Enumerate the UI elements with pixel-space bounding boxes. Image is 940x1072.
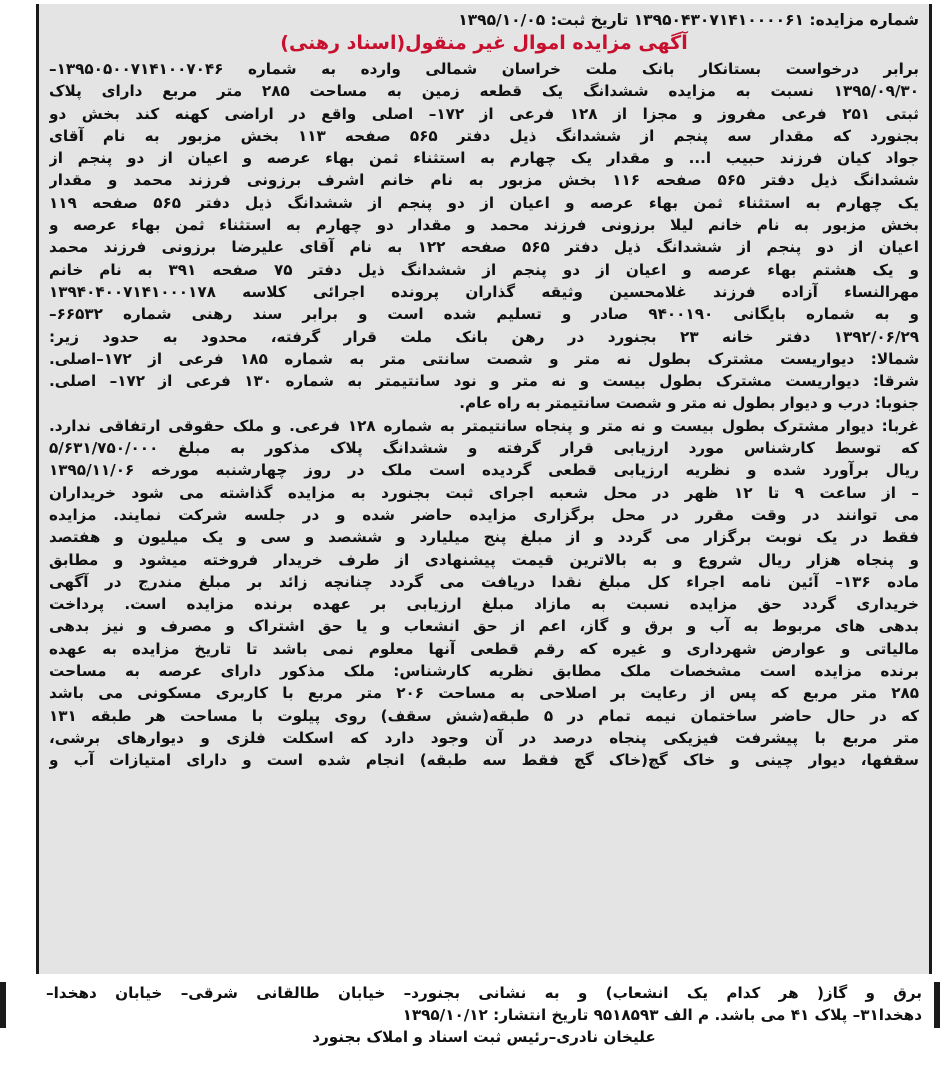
notice-body-line: ۱۳۹۵/۰۹/۳۰ نسبت به مزایده ششدانگ یک قطعه زمین به مساحت ۲۸۵ متر مربع دارای پلاک [49,82,919,101]
notice-body-line: – از ساعت ۹ تا ۱۲ ظهر در محل شعبه اجرای ثبت بجنورد به مزایده گذاشته می شود خریداران [49,483,919,502]
notice-body-line: خریداری گردد حق مزایده نسبت به مازاد مبلغ ارزیابی بر عهده برنده مزایده است. پرداخت [49,595,919,614]
notice-body-line: ریال برآورد شده و نظریه ارزیابی قطعی گردیده است ملک در روز چهارشنبه مورخه ۱۳۹۵/۱۱/۰۶ [49,461,919,480]
notice-body-line: که در حال حاضر ساختمان نیمه تمام در ۵ طبقه(شش سقف) روی پیلوت با مساحت هر طبقه ۱۳۱ [49,706,919,725]
notice-tail [36,982,932,1048]
notice-body-line: ماده ۱۳۶– آئین نامه اجراء کل مبلغ نقدا دریافت می گردد چنانچه زائد بر مبلغ مندرج در آگهی [49,572,919,591]
notice-body-line: مهرالنساء آزاده فرزند غلامحسین وثیقه گذاران پرونده اجرائی کلاسه ۱۳۹۴۰۴۰۰۷۱۴۱۰۰۰۱۷۸ [49,282,919,301]
notice-tail-line: برق و گاز( هر کدام یک انشعاب) و به نشانی بجنورد– خیابان طالقانی شرقی– خیابان دهخدا– [46,984,922,1002]
notice-body-line: اعیان از دو پنجم از ششدانگ ذیل دفتر ۵۶۵ صفحه ۱۲۲ به نام آقای علیرضا برزونی فرزند محمد [49,238,919,257]
notice-body-line: جنوبا: درب و دیوار بطول نه متر و شصت سانتیمتر به راه عام. [459,394,919,413]
notice-tail-line: دهخدا۳۱– پلاک ۴۱ می باشد. م الف ۹۵۱۸۵۹۳ تاریخ انتشار: ۱۳۹۵/۱۰/۱۲ [402,1006,922,1024]
notice-body-line: و یک هشتم بهاء عرصه و اعیان از دو پنجم از ششدانگ ذیل دفتر ۷۵ صفحه ۳۹۱ به نام خانم [49,260,919,279]
notice-body-line: برنده مزایده است مشخصات ملک مطابق نظریه کارشناس: ملک مذکور دارای عرصه به مساحت [49,662,919,681]
notice-title: آگهی مزایده اموال غیر منقول(اسناد رهنی) [280,32,688,54]
notice-body-line: برابر درخواست بستانکار بانک ملت خراسان شمالی وارده به شماره ۱۳۹۵۰۵۰۰۷۱۴۱۰۰۷۰۴۶– [49,60,919,78]
signature-line: علیخان نادری–رئیس ثبت اسناد و املاک بجنورد [312,1028,656,1046]
notice-body-line: شرقا: دیواریست مشترک بطول بیست و نه متر و نود سانتیمتر به شماره ۱۳۰ فرعی از ۱۷۲– اصلی. [49,372,919,391]
notice-body-line: و پنجاه هزار ریال شروع و به بالاترین قیمت پیشنهادی از طرف خریدار فروخته میشود و مطابق [49,550,919,569]
notice-body-line: متر مربع با پیشرفت فیزیکی پنجاه درصد در آن وجود دارد که اسکلت فلزی و دیوارهای برشی، [49,728,919,747]
notice-body-line: که توسط کارشناس مورد ارزیابی قرار گرفته و ششدانگ پلاک مذکور به مبلغ ۵/۶۳۱/۷۵۰/۰۰۰ [49,439,919,458]
auction-notice-clipping [36,4,932,974]
notice-body-line: جواد کیان فرزند حبیب ا... و مقدار یک چهارم به استثناء ثمن بهاء عرصه و اعیان از دو پنجم از [49,149,919,168]
notice-body-line: شمالا: دیواریست مشترک بطول نه متر و شصت سانتی متر به شماره ۱۸۵ فرعی از ۱۷۲–اصلی. [49,349,919,368]
notice-body [49,58,919,772]
notice-body-line: ۱۳۹۲/۰۶/۲۹ دفتر خانه ۲۳ بجنورد در رهن بانک ملت قرار گرفته، محدود به حدود زیر: [49,327,919,346]
notice-body-line: ششدانگ ذیل دفتر ۵۶۵ صفحه ۱۱۶ بخش مزبور به نام خانم اشرف برزونی فرزند محمد و مقدار [49,171,919,190]
notice-body-line: می توانند در وقت مقرر در محل برگزاری مزایده حاضر شده و در جلسه شرکت نمایند. مزایده [49,505,919,524]
notice-body-line: بخش مزبور به نام خانم لیلا برزونی فرزند محمد و مقدار دو چهارم به استثناء ثمن بهاء عرصه و [49,216,919,235]
notice-body-line: یک چهارم به استثناء ثمن بهاء عرصه و اعیان از دو پنجم از ششدانگ ذیل دفتر ۵۶۵ صفحه ۱۱۹ [49,193,919,212]
notice-body-line: بجنورد که مقدار سه پنجم از ششدانگ ذیل دفتر ۵۶۵ صفحه ۱۱۳ بخش مزبور به نام آقای [49,126,919,145]
notice-body-line: و به شماره بایگانی ۹۴۰۰۱۹۰ صادر و تسلیم شده است و برابر سند رهنی شماره ۶۶۵۳۲– [49,305,919,324]
auction-number-line: شماره مزایده: ۱۳۹۵۰۴۳۰۷۱۴۱۰۰۰۰۶۱ تاریخ ثبت: ۱۳۹۵/۱۰/۰۵ [458,11,919,29]
notice-body-line: بدهی های مربوط به آب و برق و گاز، اعم از حق انشعاب و یا حق اشتراک و مصرف و نیز بدهی [49,617,919,636]
notice-body-line: سقفها، دیوار چینی و خاک گچ(خاک گچ فقط سه طبقه) انجام شده است و دارای امتیازات آب و [49,751,919,770]
notice-body-line: ۲۸۵ متر مربع که پس از رعایت بر اصلاحی به مساحت ۲۰۶ متر مربع با کاربری مسکونی می باشد [49,684,919,703]
left-edge-mark [0,982,6,1028]
notice-body-line: ثبتی ۲۵۱ فرعی مفروز و مجزا از ۱۲۸ فرعی از ۱۷۲– اصلی واقع در اراضی کهنه کند بخش دو [49,104,919,123]
notice-body-line: مالیاتی و عوارض شهرداری و غیره که رقم قطعی آنها معلوم نمی باشد تا تاریخ مزایده به عهده [49,639,919,658]
notice-body-line: غربا: دیوار مشترک بطول بیست و نه متر و پنجاه سانتیمتر به شماره ۱۲۸ فرعی. و ملک حقوقی ارتفاقی ندارد. [49,416,919,435]
notice-body-line: فقط در یک نوبت برگزار می گردد و از مبلغ پنج میلیارد و ششصد و سی و یک میلیون و هفتصد [49,528,919,547]
right-edge-mark [934,982,940,1028]
